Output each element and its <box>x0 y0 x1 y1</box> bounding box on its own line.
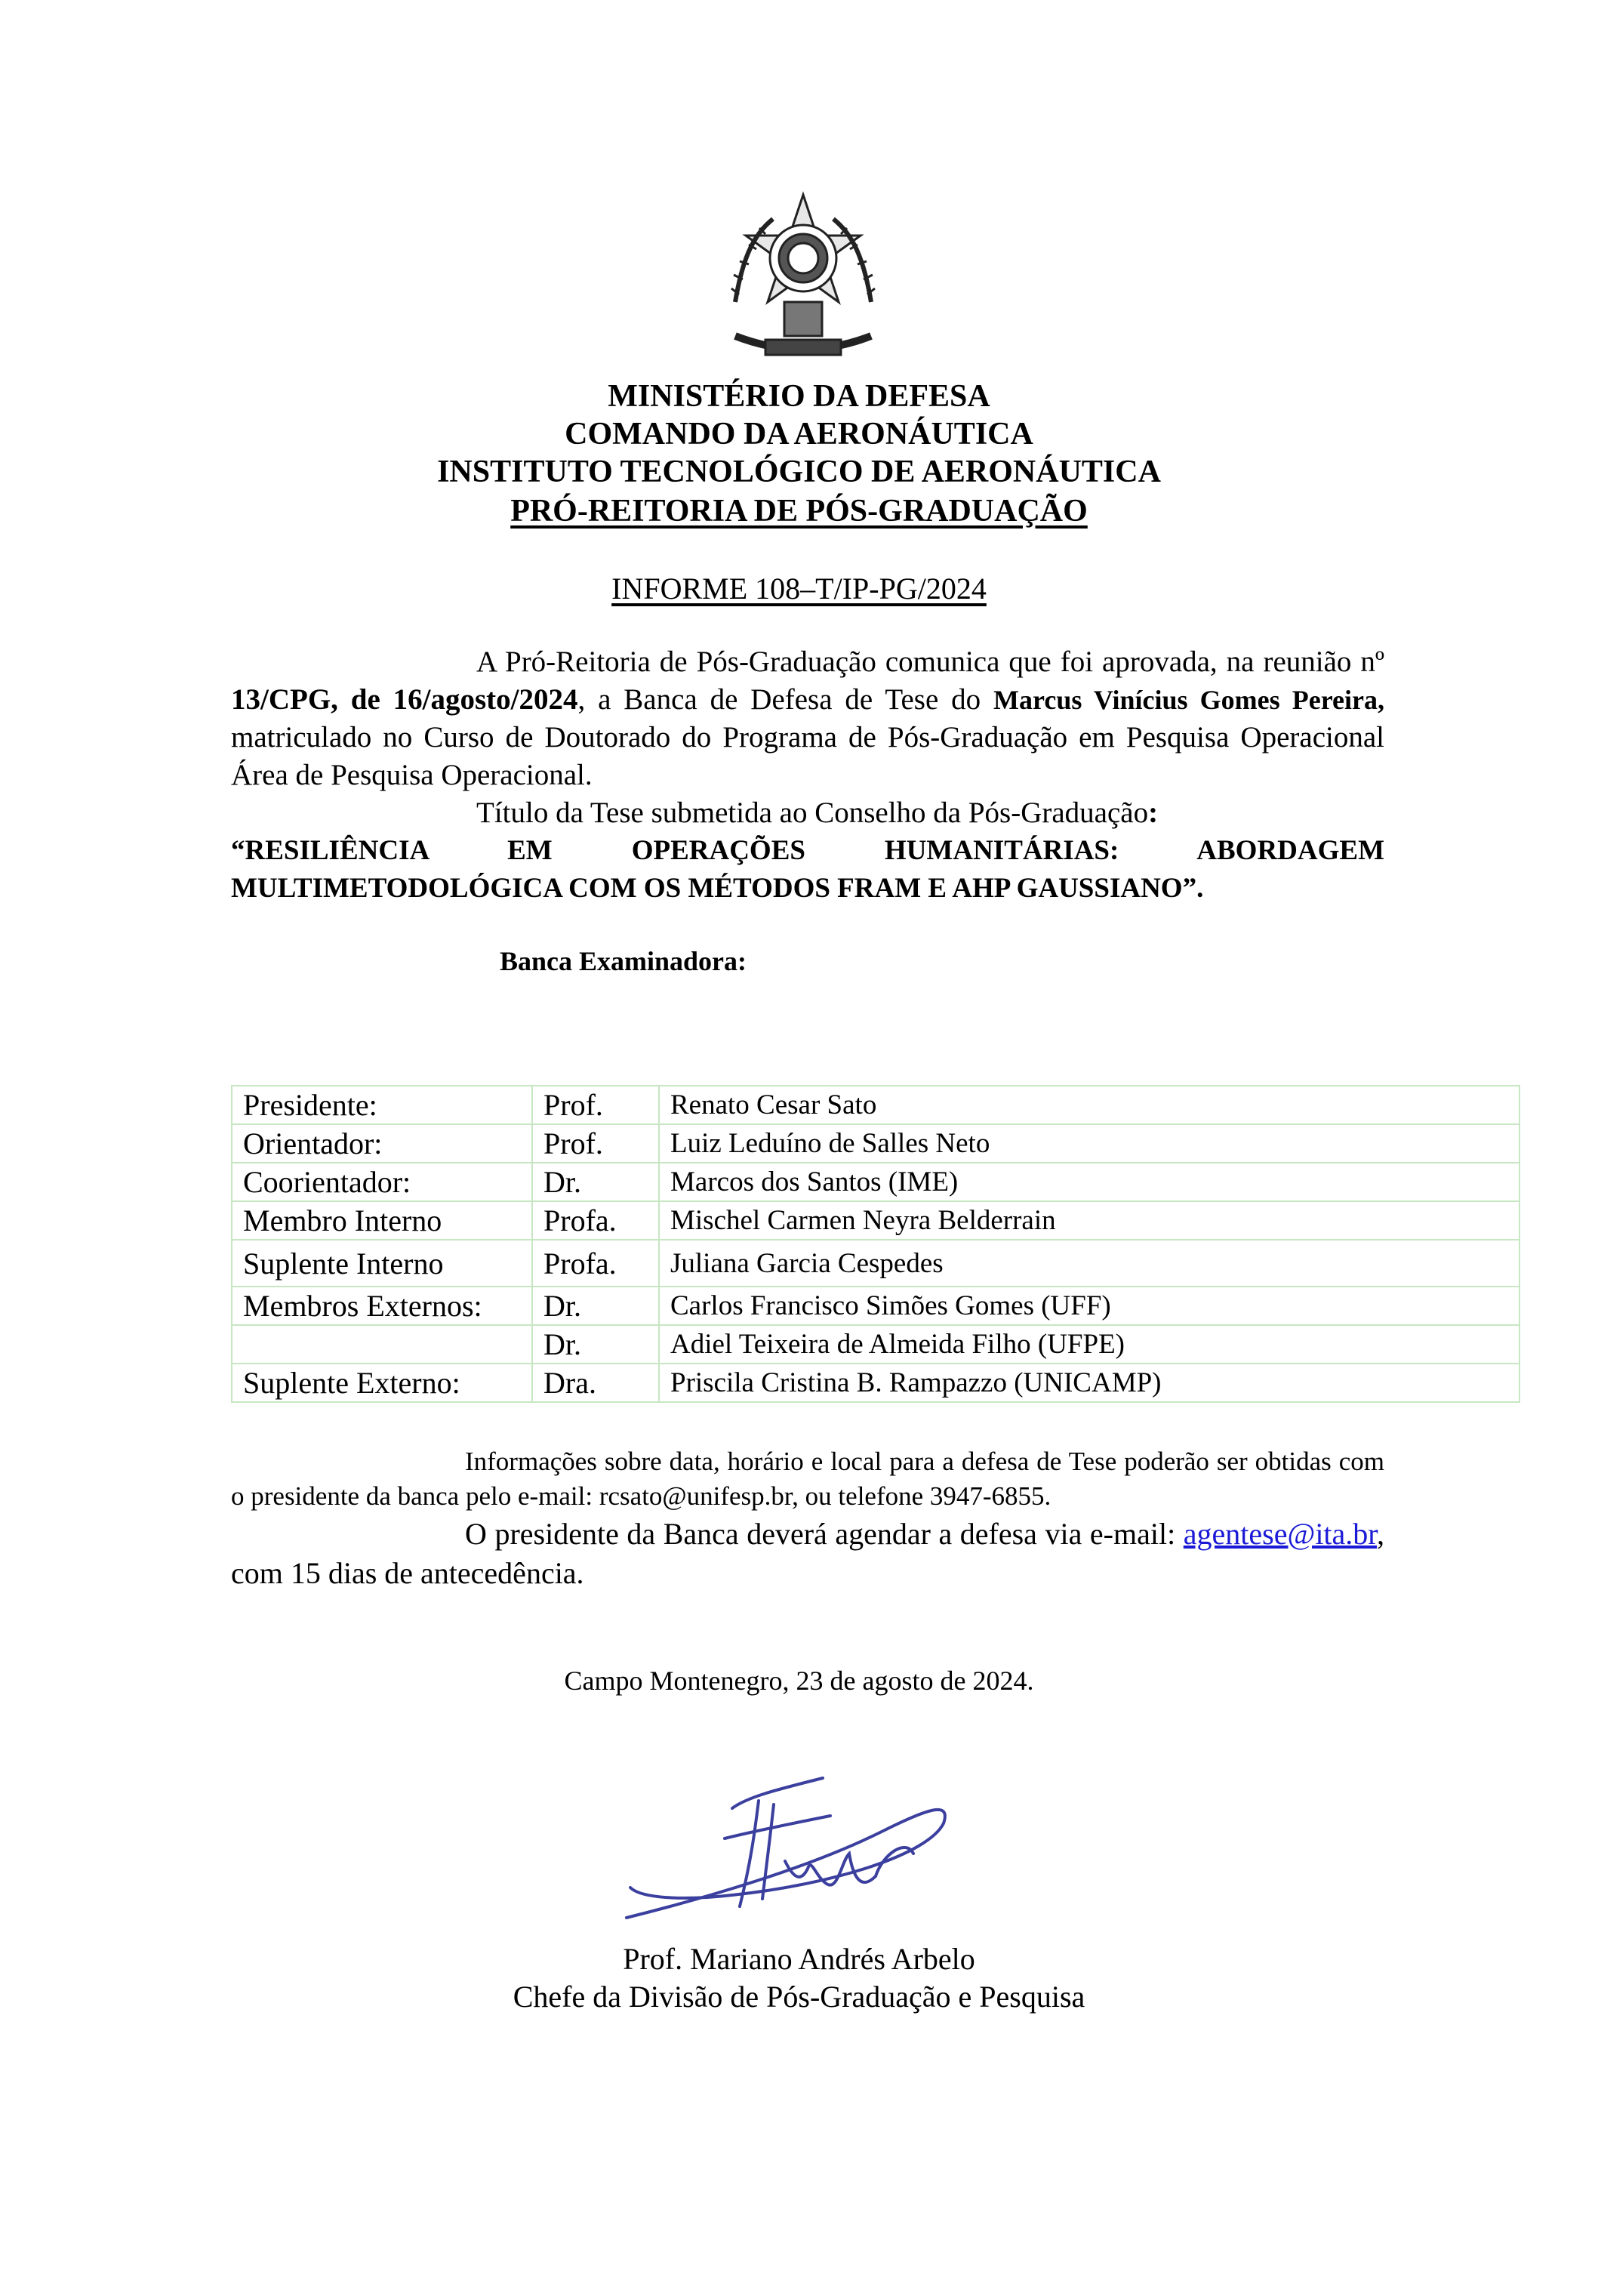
table-row <box>232 1124 1519 1163</box>
table-row <box>232 1163 1519 1201</box>
member-title: Prof. <box>532 1086 659 1124</box>
member-name: Juliana Garcia Cespedes <box>659 1240 1519 1287</box>
scheduling-email-link[interactable]: agentese@ita.br <box>1183 1517 1378 1551</box>
member-name: Mischel Carmen Neyra Belderrain <box>659 1201 1519 1240</box>
member-title: Dr. <box>532 1163 659 1201</box>
approval-text-1: A Pró-Reitoria de Pós-Graduação comunica que foi aprovada, na reunião nº <box>476 646 1384 678</box>
member-title: Dr. <box>532 1325 659 1364</box>
table-row <box>232 1240 1519 1287</box>
approval-text-3: matriculado no Curso de Doutorado do Programa de Pós-Graduação em Pesquisa Operacional Área de Pesquisa Operacional. <box>231 721 1384 791</box>
member-name: Priscila Cristina B. Rampazzo (UNICAMP) <box>659 1364 1519 1402</box>
member-title: Dra. <box>532 1364 659 1402</box>
table-row <box>232 1201 1519 1240</box>
thesis-intro <box>231 794 1384 832</box>
member-role: Presidente: <box>232 1086 532 1124</box>
table-row <box>232 1364 1519 1402</box>
member-title: Dr. <box>532 1287 659 1325</box>
member-role: Membros Externos: <box>232 1287 532 1325</box>
thesis-intro-text: Título da Tese submetida ao Conselho da Pós-Graduação <box>476 797 1149 829</box>
banca-label: Banca Examinadora: <box>500 946 747 976</box>
meeting-reference: 13/CPG, de 16/agosto/2024 <box>231 683 578 716</box>
student-name: Marcus Vinícius Gomes Pereira, <box>993 685 1384 715</box>
approval-text-2: , a Banca de Defesa de Tese do <box>577 683 994 716</box>
header-command: COMANDO DA AERONÁUTICA <box>565 417 1033 451</box>
member-name: Luiz Leduíno de Salles Neto <box>659 1124 1519 1163</box>
member-role: Suplente Externo: <box>232 1364 532 1402</box>
table-row <box>232 1287 1519 1325</box>
info-paragraph: Informações sobre data, horário e local para a defesa de Tese poderão ser obtidas com o presidente da banca pelo e-mail: rcsato@unifesp.br, ou telefone 3947-6855. <box>231 1447 1384 1511</box>
member-name: Renato Cesar Sato <box>659 1086 1519 1124</box>
signatory-name: Prof. Mariano Andrés Arbelo <box>623 1942 975 1976</box>
thesis-intro-colon: : <box>1148 797 1159 829</box>
approval-paragraph <box>231 643 1384 794</box>
coat-of-arms-emblem <box>720 189 886 374</box>
thesis-title: “RESILIÊNCIA EM OPERAÇÕES HUMANITÁRIAS: ABORDAGEM MULTIMETODOLÓGICA COM OS MÉTODOS FRAM E AHP GAUSSIANO”. <box>231 835 1384 904</box>
scheduling-suffix: , com 15 dias de antecedência. <box>231 1517 1385 1590</box>
header-pro-rectorate: PRÓ-REITORIA DE PÓS-GRADUAÇÃO <box>510 494 1088 529</box>
member-name: Marcos dos Santos (IME) <box>659 1163 1519 1201</box>
member-name: Adiel Teixeira de Almeida Filho (UFPE) <box>659 1325 1519 1364</box>
member-name: Carlos Francisco Simões Gomes (UFF) <box>659 1287 1519 1325</box>
member-role: Coorientador: <box>232 1163 532 1201</box>
scheduling-paragraph <box>231 1515 1384 1593</box>
header-institute: INSTITUTO TECNOLÓGICO DE AERONÁUTICA <box>437 455 1161 489</box>
table-row <box>232 1086 1519 1124</box>
place-date: Campo Montenegro, 23 de agosto de 2024. <box>564 1666 1034 1696</box>
table-row <box>232 1325 1519 1364</box>
member-role: Suplente Interno <box>232 1240 532 1287</box>
member-role: Membro Interno <box>232 1201 532 1240</box>
member-title: Prof. <box>532 1124 659 1163</box>
member-title: Profa. <box>532 1240 659 1287</box>
header-ministry: MINISTÉRIO DA DEFESA <box>608 379 990 414</box>
member-role <box>232 1325 532 1364</box>
committee-table <box>231 1085 1520 1403</box>
signature-image <box>611 1771 1004 1929</box>
informe-number: INFORME 108–T/IP-PG/2024 <box>611 572 987 606</box>
member-title: Profa. <box>532 1201 659 1240</box>
signatory-position: Chefe da Divisão de Pós-Graduação e Pesquisa <box>513 1980 1085 2014</box>
scheduling-text: O presidente da Banca deverá agendar a defesa via e-mail: <box>465 1517 1176 1551</box>
member-role: Orientador: <box>232 1124 532 1163</box>
